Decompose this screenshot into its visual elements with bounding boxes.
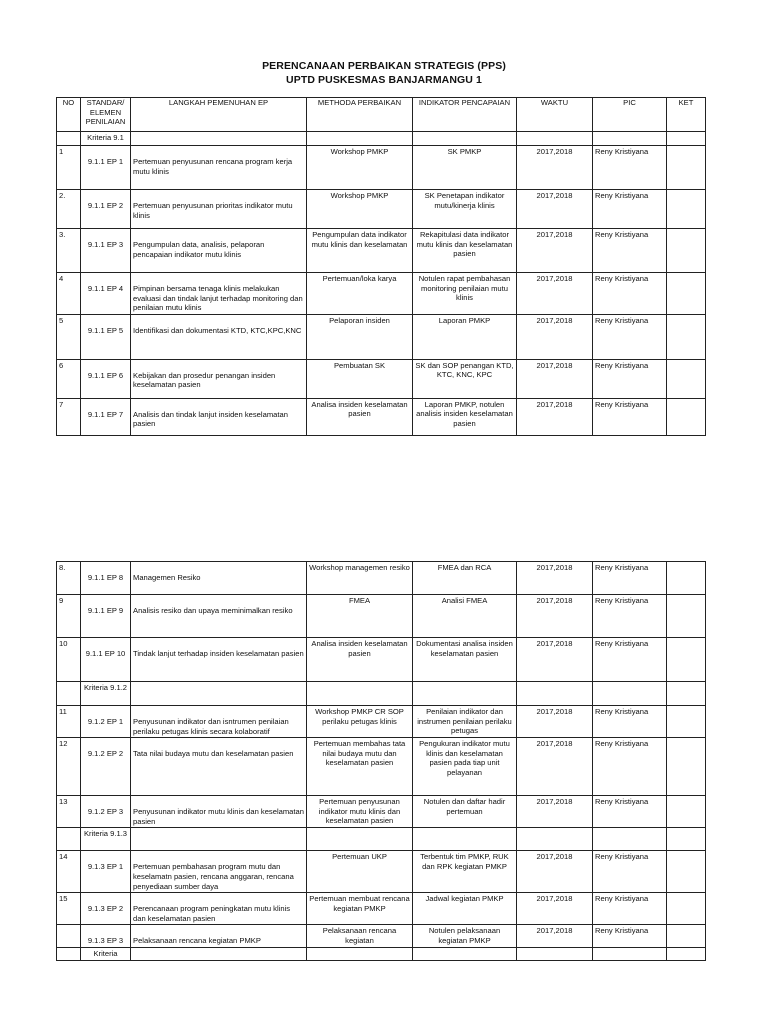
- table-row: [57, 738, 706, 796]
- langkah-cell: Pengumpulan data, analisis, pelaporan pencapaian indikator mutu klinis: [131, 229, 307, 273]
- ket-cell: [667, 359, 706, 398]
- table-row: [57, 273, 706, 315]
- langkah-cell: Pertemuan pembahasan program mutu dan keselamatn pasien, rencana anggaran, rencana penyediaan sumber daya: [131, 851, 307, 893]
- ket-cell: [667, 273, 706, 315]
- langkah-cell: Analisis dan tindak lanjut insiden keselamatan pasien: [131, 398, 307, 435]
- metoda-cell: [307, 682, 413, 706]
- kriteria-row: [57, 828, 706, 851]
- ep-cell: 9.1.2 EP 2: [81, 738, 131, 796]
- ket-cell: [667, 893, 706, 925]
- pic-cell: Reny Kristiyana: [593, 146, 667, 190]
- indikator-cell: [413, 132, 517, 146]
- metoda-cell: Pembuatan SK: [307, 359, 413, 398]
- langkah-cell: Tindak lanjut terhadap insiden keselamatan pasien: [131, 638, 307, 682]
- pic-cell: [593, 682, 667, 706]
- kriteria-row: [57, 682, 706, 706]
- waktu-cell: [517, 828, 593, 851]
- no-cell: [57, 925, 81, 948]
- document-subtitle: UPTD PUSKESMAS BANJARMANGU 1: [286, 74, 482, 86]
- pic-cell: Reny Kristiyana: [593, 706, 667, 738]
- pic-cell: Reny Kristiyana: [593, 925, 667, 948]
- pps-table-page-2: [56, 561, 706, 961]
- pic-cell: Reny Kristiyana: [593, 398, 667, 435]
- no-cell: 3.: [57, 229, 81, 273]
- table-row: [57, 314, 706, 359]
- table-header-row: [57, 98, 706, 132]
- ket-cell: [667, 947, 706, 960]
- table-row: [57, 706, 706, 738]
- metoda-cell: Analisa insiden keselamatan pasien: [307, 398, 413, 435]
- kriteria-row: [57, 132, 706, 146]
- waktu-cell: 2017,2018: [517, 229, 593, 273]
- langkah-cell: Managemen Resiko: [131, 562, 307, 595]
- indikator-cell: Laporan PMKP: [413, 314, 517, 359]
- ep-cell: 9.1.2 EP 3: [81, 796, 131, 828]
- pic-cell: Reny Kristiyana: [593, 893, 667, 925]
- metoda-cell: Pertemuan membuat rencana kegiatan PMKP: [307, 893, 413, 925]
- pic-cell: Reny Kristiyana: [593, 190, 667, 229]
- ket-cell: [667, 146, 706, 190]
- metoda-cell: Workshop managemen resiko: [307, 562, 413, 595]
- indikator-cell: Notulen pelaksanaan kegiatan PMKP: [413, 925, 517, 948]
- kriteria-label: Kriteria: [81, 947, 131, 960]
- pic-cell: Reny Kristiyana: [593, 562, 667, 595]
- waktu-cell: [517, 132, 593, 146]
- metoda-cell: Workshop PMKP: [307, 146, 413, 190]
- ket-cell: [667, 738, 706, 796]
- metoda-cell: [307, 828, 413, 851]
- waktu-cell: 2017,2018: [517, 738, 593, 796]
- metoda-cell: Workshop PMKP: [307, 190, 413, 229]
- indikator-cell: Dokumentasi analisa insiden keselamatan pasien: [413, 638, 517, 682]
- table-row: [57, 796, 706, 828]
- pic-cell: [593, 828, 667, 851]
- kriteria-label: Kriteria 9.1.2: [81, 682, 131, 706]
- ep-cell: 9.1.1 EP 8: [81, 562, 131, 595]
- waktu-cell: 2017,2018: [517, 273, 593, 315]
- ket-cell: [667, 828, 706, 851]
- ket-cell: [667, 132, 706, 146]
- kriteria-label: Kriteria 9.1.3: [81, 828, 131, 851]
- indikator-cell: Rekapitulasi data indikator mutu klinis dan keselamatan pasien: [413, 229, 517, 273]
- indikator-cell: Laporan PMKP, notulen analisis insiden keselamatan pasien: [413, 398, 517, 435]
- no-cell: 9: [57, 595, 81, 638]
- ket-cell: [667, 229, 706, 273]
- no-cell: [57, 947, 81, 960]
- indikator-cell: FMEA dan RCA: [413, 562, 517, 595]
- indikator-cell: [413, 828, 517, 851]
- header-metoda: METHODA PERBAIKAN: [307, 98, 413, 132]
- no-cell: 11: [57, 706, 81, 738]
- no-cell: 13: [57, 796, 81, 828]
- langkah-cell: Tata nilai budaya mutu dan keselamatan pasien: [131, 738, 307, 796]
- table-row: [57, 190, 706, 229]
- table-row: [57, 893, 706, 925]
- no-cell: [57, 132, 81, 146]
- table-row: [57, 562, 706, 595]
- header-standar: STANDAR/ ELEMEN PENILAIAN: [81, 98, 131, 132]
- no-cell: 4: [57, 273, 81, 315]
- waktu-cell: 2017,2018: [517, 398, 593, 435]
- no-cell: 1: [57, 146, 81, 190]
- no-cell: [57, 828, 81, 851]
- ep-cell: 9.1.1 EP 4: [81, 273, 131, 315]
- indikator-cell: [413, 682, 517, 706]
- no-cell: 14: [57, 851, 81, 893]
- pic-cell: [593, 132, 667, 146]
- kriteria-label: Kriteria 9.1: [81, 132, 131, 146]
- metoda-cell: Pelaksanaan rencana kegiatan: [307, 925, 413, 948]
- ep-cell: 9.1.1 EP 9: [81, 595, 131, 638]
- ket-cell: [667, 638, 706, 682]
- waktu-cell: 2017,2018: [517, 146, 593, 190]
- table-row: [57, 146, 706, 190]
- indikator-cell: SK Penetapan indikator mutu/kinerja klinis: [413, 190, 517, 229]
- table-row: [57, 925, 706, 948]
- indikator-cell: Terbentuk tim PMKP, RUK dan RPK kegiatan PMKP: [413, 851, 517, 893]
- waktu-cell: 2017,2018: [517, 595, 593, 638]
- metoda-cell: [307, 947, 413, 960]
- ket-cell: [667, 562, 706, 595]
- pic-cell: Reny Kristiyana: [593, 851, 667, 893]
- langkah-cell: Kebijakan dan prosedur penangan insiden keselamatan pasien: [131, 359, 307, 398]
- metoda-cell: Pertemuan penyusunan indikator mutu klinis dan keselamatan pasien: [307, 796, 413, 828]
- metoda-cell: Pertemuan membahas tata nilai budaya mutu dan keselamatan pasien: [307, 738, 413, 796]
- kriteria-row: [57, 947, 706, 960]
- no-cell: 8.: [57, 562, 81, 595]
- ep-cell: 9.1.3 EP 1: [81, 851, 131, 893]
- ket-cell: [667, 314, 706, 359]
- metoda-cell: Pertemuan UKP: [307, 851, 413, 893]
- metoda-cell: Pengumpulan data indikator mutu klinis dan keselamatan: [307, 229, 413, 273]
- document-title: PERENCANAAN PERBAIKAN STRATEGIS (PPS): [262, 60, 506, 72]
- ep-cell: 9.1.1 EP 10: [81, 638, 131, 682]
- ep-cell: 9.1.1 EP 7: [81, 398, 131, 435]
- table-body-page-1: [57, 132, 706, 436]
- pic-cell: Reny Kristiyana: [593, 638, 667, 682]
- langkah-cell: [131, 828, 307, 851]
- waktu-cell: 2017,2018: [517, 796, 593, 828]
- no-cell: 12: [57, 738, 81, 796]
- langkah-cell: Pertemuan penyusunan rencana program kerja mutu klinis: [131, 146, 307, 190]
- waktu-cell: 2017,2018: [517, 638, 593, 682]
- no-cell: 2.: [57, 190, 81, 229]
- waktu-cell: 2017,2018: [517, 851, 593, 893]
- pic-cell: Reny Kristiyana: [593, 359, 667, 398]
- waktu-cell: 2017,2018: [517, 925, 593, 948]
- langkah-cell: Analisis resiko dan upaya meminimalkan resiko: [131, 595, 307, 638]
- metoda-cell: Workshop PMKP CR SOP perilaku petugas klinis: [307, 706, 413, 738]
- ket-cell: [667, 398, 706, 435]
- pic-cell: Reny Kristiyana: [593, 738, 667, 796]
- langkah-cell: Perencanaan program peningkatan mutu klinis dan keselamatan pasien: [131, 893, 307, 925]
- metoda-cell: Analisa insiden keselamatan pasien: [307, 638, 413, 682]
- pic-cell: Reny Kristiyana: [593, 229, 667, 273]
- header-ket: KET: [667, 98, 706, 132]
- table-row: [57, 638, 706, 682]
- langkah-cell: Identifikasi dan dokumentasi KTD, KTC,KPC,KNC: [131, 314, 307, 359]
- waktu-cell: 2017,2018: [517, 706, 593, 738]
- ep-cell: 9.1.1 EP 5: [81, 314, 131, 359]
- header-indikator: INDIKATOR PENCAPAIAN: [413, 98, 517, 132]
- ket-cell: [667, 595, 706, 638]
- no-cell: 5: [57, 314, 81, 359]
- header-langkah: LANGKAH PEMENUHAN EP: [131, 98, 307, 132]
- indikator-cell: Notulen dan daftar hadir pertemuan: [413, 796, 517, 828]
- langkah-cell: Pertemuan penyusunan prioritas indikator mutu klinis: [131, 190, 307, 229]
- pps-table-page-1: [56, 97, 706, 436]
- waktu-cell: 2017,2018: [517, 562, 593, 595]
- ep-cell: 9.1.3 EP 3: [81, 925, 131, 948]
- waktu-cell: 2017,2018: [517, 893, 593, 925]
- pic-cell: Reny Kristiyana: [593, 314, 667, 359]
- table-row: [57, 398, 706, 435]
- ep-cell: 9.1.3 EP 2: [81, 893, 131, 925]
- table-row: [57, 595, 706, 638]
- langkah-cell: [131, 132, 307, 146]
- table-row: [57, 851, 706, 893]
- indikator-cell: [413, 947, 517, 960]
- waktu-cell: [517, 947, 593, 960]
- metoda-cell: [307, 132, 413, 146]
- no-cell: [57, 682, 81, 706]
- table-row: [57, 229, 706, 273]
- indikator-cell: Jadwal kegiatan PMKP: [413, 893, 517, 925]
- no-cell: 7: [57, 398, 81, 435]
- table-body-page-2: [57, 562, 706, 961]
- langkah-cell: [131, 947, 307, 960]
- ket-cell: [667, 796, 706, 828]
- ket-cell: [667, 190, 706, 229]
- pic-cell: Reny Kristiyana: [593, 796, 667, 828]
- ep-cell: 9.1.1 EP 1: [81, 146, 131, 190]
- waktu-cell: 2017,2018: [517, 314, 593, 359]
- no-cell: 10: [57, 638, 81, 682]
- table-row: [57, 359, 706, 398]
- indikator-cell: Notulen rapat pembahasan monitoring penilaian mutu klinis: [413, 273, 517, 315]
- ket-cell: [667, 706, 706, 738]
- indikator-cell: Penilaian indikator dan instrumen penilaian perilaku petugas: [413, 706, 517, 738]
- no-cell: 6: [57, 359, 81, 398]
- langkah-cell: Penyusunan indikator dan isntrumen penilaian perilaku petugas klinis secara kolaboratif: [131, 706, 307, 738]
- header-waktu: WAKTU: [517, 98, 593, 132]
- pic-cell: [593, 947, 667, 960]
- header-no: NO: [57, 98, 81, 132]
- header-pic: PIC: [593, 98, 667, 132]
- langkah-cell: Penyusunan indikator mutu klinis dan keselamatan pasien: [131, 796, 307, 828]
- no-cell: 15: [57, 893, 81, 925]
- ep-cell: 9.1.1 EP 2: [81, 190, 131, 229]
- indikator-cell: SK dan SOP penangan KTD, KTC, KNC, KPC: [413, 359, 517, 398]
- ket-cell: [667, 851, 706, 893]
- pic-cell: Reny Kristiyana: [593, 273, 667, 315]
- waktu-cell: 2017,2018: [517, 359, 593, 398]
- metoda-cell: Pelaporan insiden: [307, 314, 413, 359]
- ep-cell: 9.1.1 EP 3: [81, 229, 131, 273]
- indikator-cell: Pengukuran indikator mutu klinis dan keselamatan pasien pada tiap unit pelayanan: [413, 738, 517, 796]
- waktu-cell: 2017,2018: [517, 190, 593, 229]
- waktu-cell: [517, 682, 593, 706]
- langkah-cell: Pimpinan bersama tenaga klinis melakukan evaluasi dan tindak lanjut terhadap monitoring dan penilaian mutu klinis: [131, 273, 307, 315]
- ep-cell: 9.1.1 EP 6: [81, 359, 131, 398]
- ep-cell: 9.1.2 EP 1: [81, 706, 131, 738]
- metoda-cell: Pertemuan/loka karya: [307, 273, 413, 315]
- ket-cell: [667, 682, 706, 706]
- langkah-cell: Pelaksanaan rencana kegiatan PMKP: [131, 925, 307, 948]
- indikator-cell: SK PMKP: [413, 146, 517, 190]
- langkah-cell: [131, 682, 307, 706]
- ket-cell: [667, 925, 706, 948]
- pic-cell: Reny Kristiyana: [593, 595, 667, 638]
- metoda-cell: FMEA: [307, 595, 413, 638]
- indikator-cell: Analisi FMEA: [413, 595, 517, 638]
